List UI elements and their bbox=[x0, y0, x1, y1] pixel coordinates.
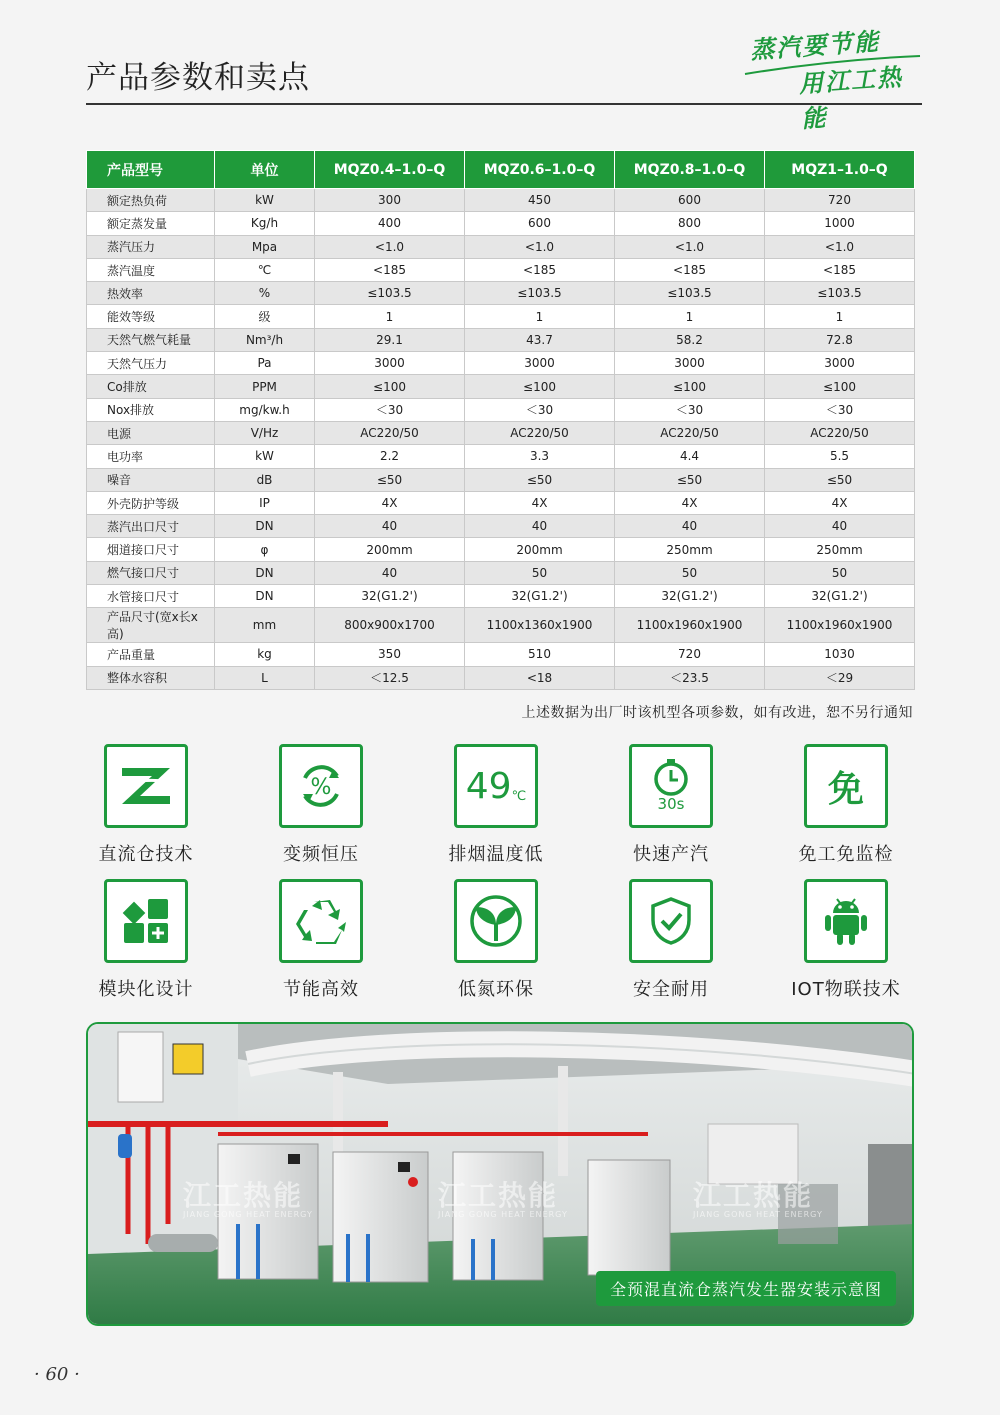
value-cell: ＜30 bbox=[465, 398, 615, 421]
unit-cell: Mpa bbox=[215, 235, 315, 258]
unit-cell: ℃ bbox=[215, 258, 315, 281]
param-name-cell: Co排放 bbox=[87, 375, 215, 398]
value-cell: ＜30 bbox=[765, 398, 915, 421]
param-name-cell: 天然气压力 bbox=[87, 352, 215, 375]
value-cell: 4X bbox=[765, 491, 915, 514]
slogan-line-2: 用江工热能 bbox=[798, 62, 904, 134]
value-cell: 720 bbox=[765, 189, 915, 212]
value-cell: 5.5 bbox=[765, 445, 915, 468]
value-cell: 40 bbox=[765, 515, 915, 538]
param-name-cell: 额定蒸发量 bbox=[87, 212, 215, 235]
value-cell: ≤100 bbox=[615, 375, 765, 398]
value-cell: 200mm bbox=[465, 538, 615, 561]
page-number: · 60 · bbox=[34, 1364, 80, 1385]
value-cell: 1 bbox=[615, 305, 765, 328]
value-cell: AC220/50 bbox=[465, 421, 615, 444]
header-cell: MQZ1–1.0–Q bbox=[765, 151, 915, 189]
value-cell: 58.2 bbox=[615, 328, 765, 351]
feature-label: IOT物联技术 bbox=[791, 979, 901, 1000]
spec-table-header bbox=[87, 151, 915, 189]
param-name-cell: 蒸汽压力 bbox=[87, 235, 215, 258]
param-name-cell: 能效等级 bbox=[87, 305, 215, 328]
value-cell: 1 bbox=[465, 305, 615, 328]
param-name-cell: Nox排放 bbox=[87, 398, 215, 421]
android-icon bbox=[804, 879, 888, 963]
feature-label: 低氮环保 bbox=[458, 979, 534, 1000]
unit-cell: IP bbox=[215, 491, 315, 514]
value-cell: 50 bbox=[465, 561, 615, 584]
table-row bbox=[87, 235, 915, 258]
value-cell: 1000 bbox=[765, 212, 915, 235]
feature-modular-design bbox=[81, 879, 211, 1001]
value-cell: 1 bbox=[315, 305, 465, 328]
param-name-cell: 水管接口尺寸 bbox=[87, 585, 215, 608]
modules-icon bbox=[104, 879, 188, 963]
feature-low-exhaust-temp bbox=[431, 744, 561, 866]
value-cell: 40 bbox=[315, 515, 465, 538]
table-row bbox=[87, 212, 915, 235]
value-cell: 29.1 bbox=[315, 328, 465, 351]
header-cell: MQZ0.4–1.0–Q bbox=[315, 151, 465, 189]
value-cell: ≤50 bbox=[465, 468, 615, 491]
feature-label: 节能高效 bbox=[283, 979, 359, 1000]
param-name-cell: 产品重量 bbox=[87, 643, 215, 666]
table-row bbox=[87, 468, 915, 491]
page-title: 产品参数和卖点 bbox=[86, 60, 310, 96]
unit-cell: Kg/h bbox=[215, 212, 315, 235]
param-name-cell: 电源 bbox=[87, 421, 215, 444]
value-cell: <185 bbox=[765, 258, 915, 281]
value-cell: 200mm bbox=[315, 538, 465, 561]
value-cell: 350 bbox=[315, 643, 465, 666]
value-cell: 32(G1.2') bbox=[465, 585, 615, 608]
unit-cell: dB bbox=[215, 468, 315, 491]
table-row bbox=[87, 445, 915, 468]
value-cell: 450 bbox=[465, 189, 615, 212]
feature-label: 免工免监检 bbox=[798, 844, 894, 865]
timer-icon bbox=[629, 744, 713, 828]
value-cell: ≤100 bbox=[465, 375, 615, 398]
value-cell: 50 bbox=[765, 561, 915, 584]
value-cell: 800x900x1700 bbox=[315, 608, 465, 643]
unit-cell: DN bbox=[215, 561, 315, 584]
value-cell: 32(G1.2') bbox=[315, 585, 465, 608]
unit-cell: kg bbox=[215, 643, 315, 666]
feature-straight-chamber bbox=[81, 744, 211, 866]
unit-cell: % bbox=[215, 282, 315, 305]
temperature-unit: ℃ bbox=[511, 788, 527, 804]
value-cell: ≤50 bbox=[765, 468, 915, 491]
value-cell: <18 bbox=[465, 666, 615, 689]
param-name-cell: 外壳防护等级 bbox=[87, 491, 215, 514]
feature-safe-durable bbox=[606, 879, 736, 1001]
table-row bbox=[87, 643, 915, 666]
value-cell: 3000 bbox=[765, 352, 915, 375]
param-name-cell: 天然气燃气耗量 bbox=[87, 328, 215, 351]
value-cell: AC220/50 bbox=[315, 421, 465, 444]
feature-label: 模块化设计 bbox=[98, 979, 194, 1000]
value-cell: ≤100 bbox=[315, 375, 465, 398]
value-cell: 72.8 bbox=[765, 328, 915, 351]
value-cell: 1030 bbox=[765, 643, 915, 666]
slogan-line-1: 蒸汽要节能 bbox=[749, 26, 881, 65]
value-cell: 3000 bbox=[465, 352, 615, 375]
watermark-sub-1: JIANG GONG HEAT ENERGY bbox=[183, 1210, 313, 1219]
param-name-cell: 电功率 bbox=[87, 445, 215, 468]
value-cell: <1.0 bbox=[615, 235, 765, 258]
watermark-sub-3: JIANG GONG HEAT ENERGY bbox=[693, 1210, 823, 1219]
table-row bbox=[87, 328, 915, 351]
value-cell: AC220/50 bbox=[615, 421, 765, 444]
unit-cell: V/Hz bbox=[215, 421, 315, 444]
value-cell: <185 bbox=[315, 258, 465, 281]
value-cell: 43.7 bbox=[465, 328, 615, 351]
header-cell: MQZ0.8–1.0–Q bbox=[615, 151, 765, 189]
value-cell: 250mm bbox=[765, 538, 915, 561]
feature-fast-steam bbox=[606, 744, 736, 866]
feature-label: 安全耐用 bbox=[633, 979, 709, 1000]
param-name-cell: 额定热负荷 bbox=[87, 189, 215, 212]
header-cell: 产品型号 bbox=[87, 151, 215, 189]
table-row bbox=[87, 491, 915, 514]
exempt-glyph: 免 bbox=[827, 768, 864, 810]
feature-inspection-exempt bbox=[781, 744, 911, 866]
param-name-cell: 烟道接口尺寸 bbox=[87, 538, 215, 561]
temperature-value: 49 bbox=[465, 765, 512, 807]
table-row bbox=[87, 561, 915, 584]
table-row bbox=[87, 421, 915, 444]
value-cell: 3000 bbox=[315, 352, 465, 375]
value-cell: 1 bbox=[765, 305, 915, 328]
param-name-cell: 蒸汽出口尺寸 bbox=[87, 515, 215, 538]
value-cell: 3.3 bbox=[465, 445, 615, 468]
watermark-3: 江工热能 bbox=[693, 1179, 814, 1212]
value-cell: ≤50 bbox=[615, 468, 765, 491]
watermark-2: 江工热能 bbox=[438, 1179, 559, 1212]
unit-cell: PPM bbox=[215, 375, 315, 398]
feature-variable-frequency bbox=[256, 744, 386, 866]
param-name-cell: 蒸汽温度 bbox=[87, 258, 215, 281]
exempt-icon bbox=[804, 744, 888, 828]
param-name-cell: 噪音 bbox=[87, 468, 215, 491]
unit-cell: Pa bbox=[215, 352, 315, 375]
header-cell: 单位 bbox=[215, 151, 315, 189]
value-cell: ≤103.5 bbox=[315, 282, 465, 305]
table-row bbox=[87, 515, 915, 538]
value-cell: ≤103.5 bbox=[465, 282, 615, 305]
param-name-cell: 燃气接口尺寸 bbox=[87, 561, 215, 584]
value-cell: 400 bbox=[315, 212, 465, 235]
feature-label: 排烟温度低 bbox=[448, 844, 544, 865]
table-row bbox=[87, 666, 915, 689]
value-cell: ＜12.5 bbox=[315, 666, 465, 689]
value-cell: 40 bbox=[615, 515, 765, 538]
value-cell: ≤50 bbox=[315, 468, 465, 491]
value-cell: 4X bbox=[615, 491, 765, 514]
value-cell: 510 bbox=[465, 643, 615, 666]
photo-caption: 全预混直流仓蒸汽发生器安装示意图 bbox=[596, 1271, 896, 1306]
table-row bbox=[87, 585, 915, 608]
unit-cell: kW bbox=[215, 189, 315, 212]
value-cell: 1100x1960x1900 bbox=[615, 608, 765, 643]
feature-label: 快速产汽 bbox=[633, 844, 709, 865]
value-cell: 40 bbox=[315, 561, 465, 584]
table-row bbox=[87, 375, 915, 398]
value-cell: ≤100 bbox=[765, 375, 915, 398]
installation-photo bbox=[86, 1022, 914, 1326]
unit-cell: DN bbox=[215, 585, 315, 608]
timer-value: 30s bbox=[657, 795, 685, 813]
value-cell: 1100x1960x1900 bbox=[765, 608, 915, 643]
feature-low-nitrogen bbox=[431, 879, 561, 1001]
temperature-49-icon bbox=[454, 744, 538, 828]
feature-label: 直流仓技术 bbox=[98, 844, 194, 865]
table-row bbox=[87, 305, 915, 328]
unit-cell: kW bbox=[215, 445, 315, 468]
unit-cell: mg/kw.h bbox=[215, 398, 315, 421]
spec-table bbox=[86, 150, 915, 690]
value-cell: 32(G1.2') bbox=[615, 585, 765, 608]
z-logo-icon bbox=[104, 744, 188, 828]
value-cell: ＜30 bbox=[615, 398, 765, 421]
svg-text:%: % bbox=[310, 775, 332, 800]
watermark-sub-2: JIANG GONG HEAT ENERGY bbox=[438, 1210, 568, 1219]
unit-cell: mm bbox=[215, 608, 315, 643]
value-cell: <1.0 bbox=[765, 235, 915, 258]
unit-cell: φ bbox=[215, 538, 315, 561]
recycle-icon bbox=[279, 879, 363, 963]
watermark-1: 江工热能 bbox=[183, 1179, 304, 1212]
unit-cell: L bbox=[215, 666, 315, 689]
param-name-cell: 产品尺寸(宽x长x高) bbox=[87, 608, 215, 643]
feature-label: 变频恒压 bbox=[283, 844, 359, 865]
value-cell: ≤103.5 bbox=[765, 282, 915, 305]
table-row bbox=[87, 608, 915, 643]
title-rule bbox=[86, 103, 922, 105]
param-name-cell: 整体水容积 bbox=[87, 666, 215, 689]
table-row bbox=[87, 352, 915, 375]
value-cell: AC220/50 bbox=[765, 421, 915, 444]
value-cell: ＜29 bbox=[765, 666, 915, 689]
value-cell: 4X bbox=[315, 491, 465, 514]
brand-slogan bbox=[740, 22, 925, 134]
value-cell: 300 bbox=[315, 189, 465, 212]
unit-cell: 级 bbox=[215, 305, 315, 328]
table-row bbox=[87, 398, 915, 421]
unit-cell: Nm³/h bbox=[215, 328, 315, 351]
leaf-icon bbox=[454, 879, 538, 963]
table-row bbox=[87, 189, 915, 212]
table-row bbox=[87, 538, 915, 561]
value-cell: <185 bbox=[615, 258, 765, 281]
value-cell: 4.4 bbox=[615, 445, 765, 468]
shield-check-icon bbox=[629, 879, 713, 963]
header-cell: MQZ0.6–1.0–Q bbox=[465, 151, 615, 189]
value-cell: 800 bbox=[615, 212, 765, 235]
value-cell: ＜30 bbox=[315, 398, 465, 421]
value-cell: <1.0 bbox=[465, 235, 615, 258]
value-cell: 600 bbox=[465, 212, 615, 235]
value-cell: 600 bbox=[615, 189, 765, 212]
value-cell: 32(G1.2') bbox=[765, 585, 915, 608]
feature-energy-saving bbox=[256, 879, 386, 1001]
value-cell: 3000 bbox=[615, 352, 765, 375]
value-cell: <185 bbox=[465, 258, 615, 281]
table-row bbox=[87, 282, 915, 305]
param-name-cell: 热效率 bbox=[87, 282, 215, 305]
unit-cell: DN bbox=[215, 515, 315, 538]
disclaimer-note: 上述数据为出厂时该机型各项参数，如有改进，恕不另行通知 bbox=[521, 705, 913, 721]
table-row bbox=[87, 258, 915, 281]
value-cell: <1.0 bbox=[315, 235, 465, 258]
value-cell: ≤103.5 bbox=[615, 282, 765, 305]
value-cell: ＜23.5 bbox=[615, 666, 765, 689]
feature-iot bbox=[781, 879, 911, 1001]
value-cell: 720 bbox=[615, 643, 765, 666]
value-cell: 1100x1360x1900 bbox=[465, 608, 615, 643]
value-cell: 250mm bbox=[615, 538, 765, 561]
percent-cycle-icon bbox=[279, 744, 363, 828]
value-cell: 50 bbox=[615, 561, 765, 584]
value-cell: 40 bbox=[465, 515, 615, 538]
value-cell: 2.2 bbox=[315, 445, 465, 468]
value-cell: 4X bbox=[465, 491, 615, 514]
